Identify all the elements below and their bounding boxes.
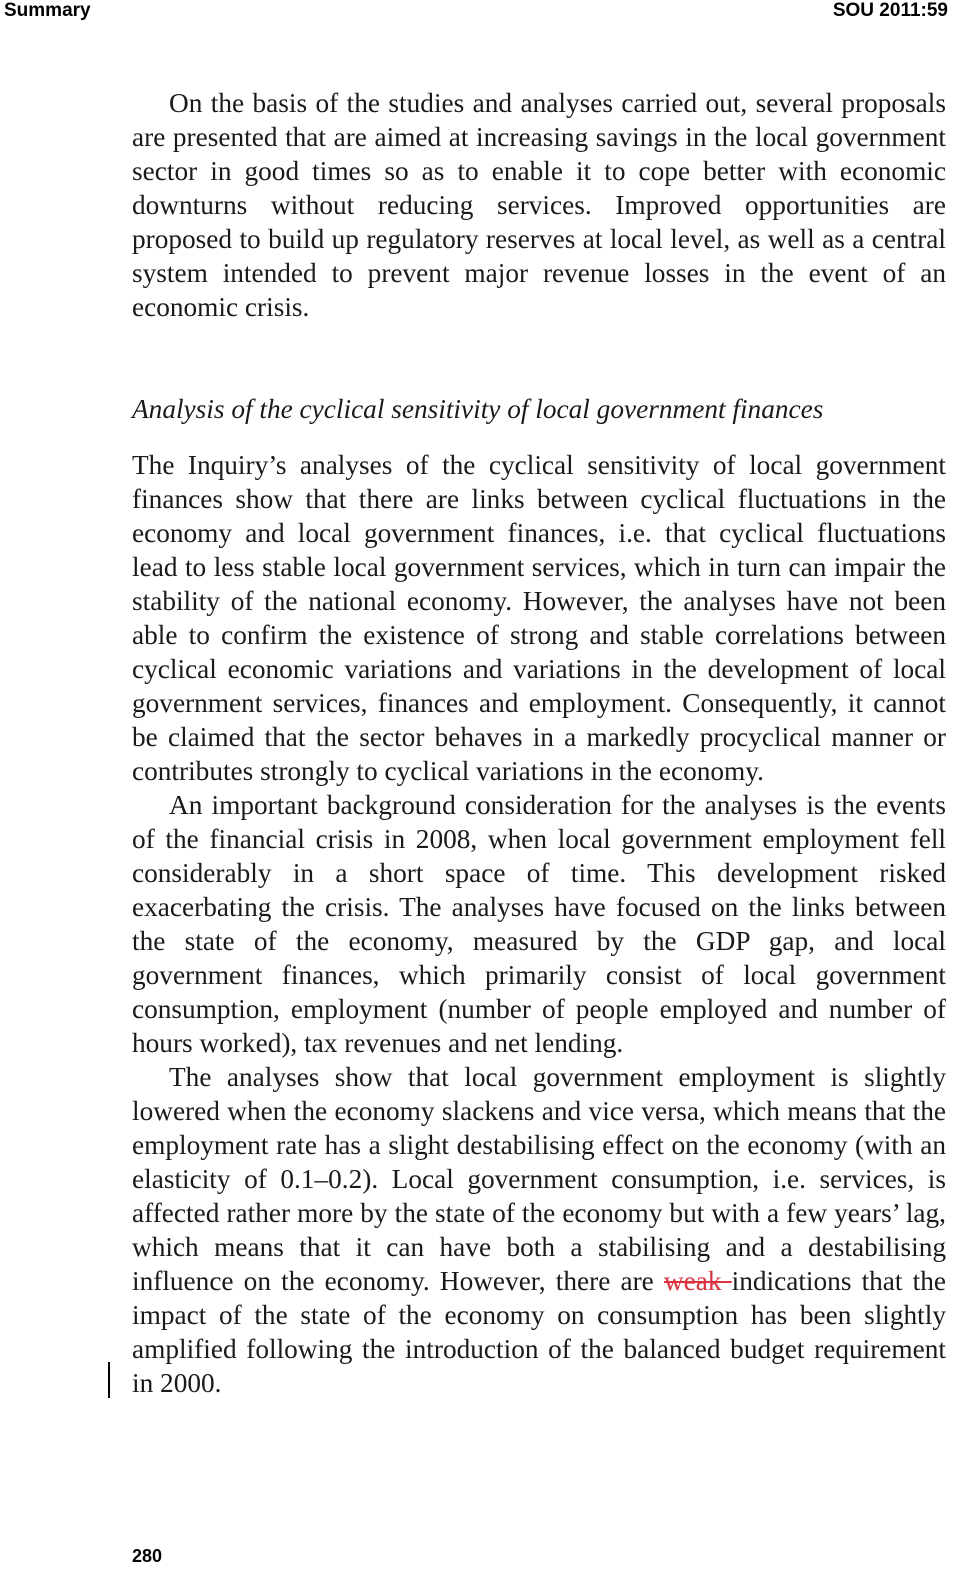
paragraph-proposals: On the basis of the studies and analyses carried out, several proposals are presented that are aimed at increasing savings in the local government sector in good times so as to enable it to cope better with economic downturns without reducing services. Improved opportunities are proposed to build up regulatory reserves at local level, as well as a central system intended to prevent major revenue losses in the event of an economic crisis. [132, 88, 946, 322]
paragraph-cyclical-sensitivity: The Inquiry’s analyses of the cyclical sensitivity of local government finances show that there are links between cyclical fluctuations in the economy and local government finances, i.e. that cyclical fluctuations lead to less stable local government services, which in turn can impair the stability of the national economy. However, the analyses have not been able to confirm the existence of strong and stable correlations between cyclical economic variations and variations in the development of local government services, finances and employment. Consequently, it cannot be claimed that the sector behaves in a markedly procyclical manner or contributes strongly to cyclical variations in the economy. [132, 450, 946, 786]
running-header-document-id: SOU 2011:59 [832, 0, 948, 21]
deleted-text: weak [663, 1266, 732, 1296]
paragraph-text-before-deletion: The analyses show that local government employment is slightly lowered when the economy slackens and vice versa, which means that the employment rate has a slight destabilising effect on the economy (with an elasticity of 0.1–0.2). Local government consumption, i.e. services, is affected rather more by the state of the economy but with a few years’ lag, which means that it can have both a stabilising and a destabilising influence on the economy. However, there are [132, 1062, 946, 1296]
paragraph-text-after-deletion: indications that the impact of the state of the economy on consumption has been slightly amplified following the introduction of the balanced budget requirement in 2000. [132, 1266, 946, 1398]
page-number: 280 [132, 1546, 163, 1566]
section-heading: Analysis of the cyclical sensitivity of local government finances [132, 394, 824, 424]
revision-change-bar [108, 1362, 110, 1398]
paragraph-employment-effects [132, 1060, 946, 1400]
running-header-section: Summary [4, 0, 91, 21]
document-body [132, 86, 946, 1400]
paragraph-financial-crisis: An important background consideration for the analyses is the events of the financial crisis in 2008, when local government employment fell considerably in a short space of time. This development risked exacerbating the crisis. The analyses have focused on the links between the state of the economy, measured by the GDP gap, and local government finances, which primarily consist of local government consumption, employment (number of people employed and number of hours worked), tax revenues and net lending. [132, 790, 946, 1058]
